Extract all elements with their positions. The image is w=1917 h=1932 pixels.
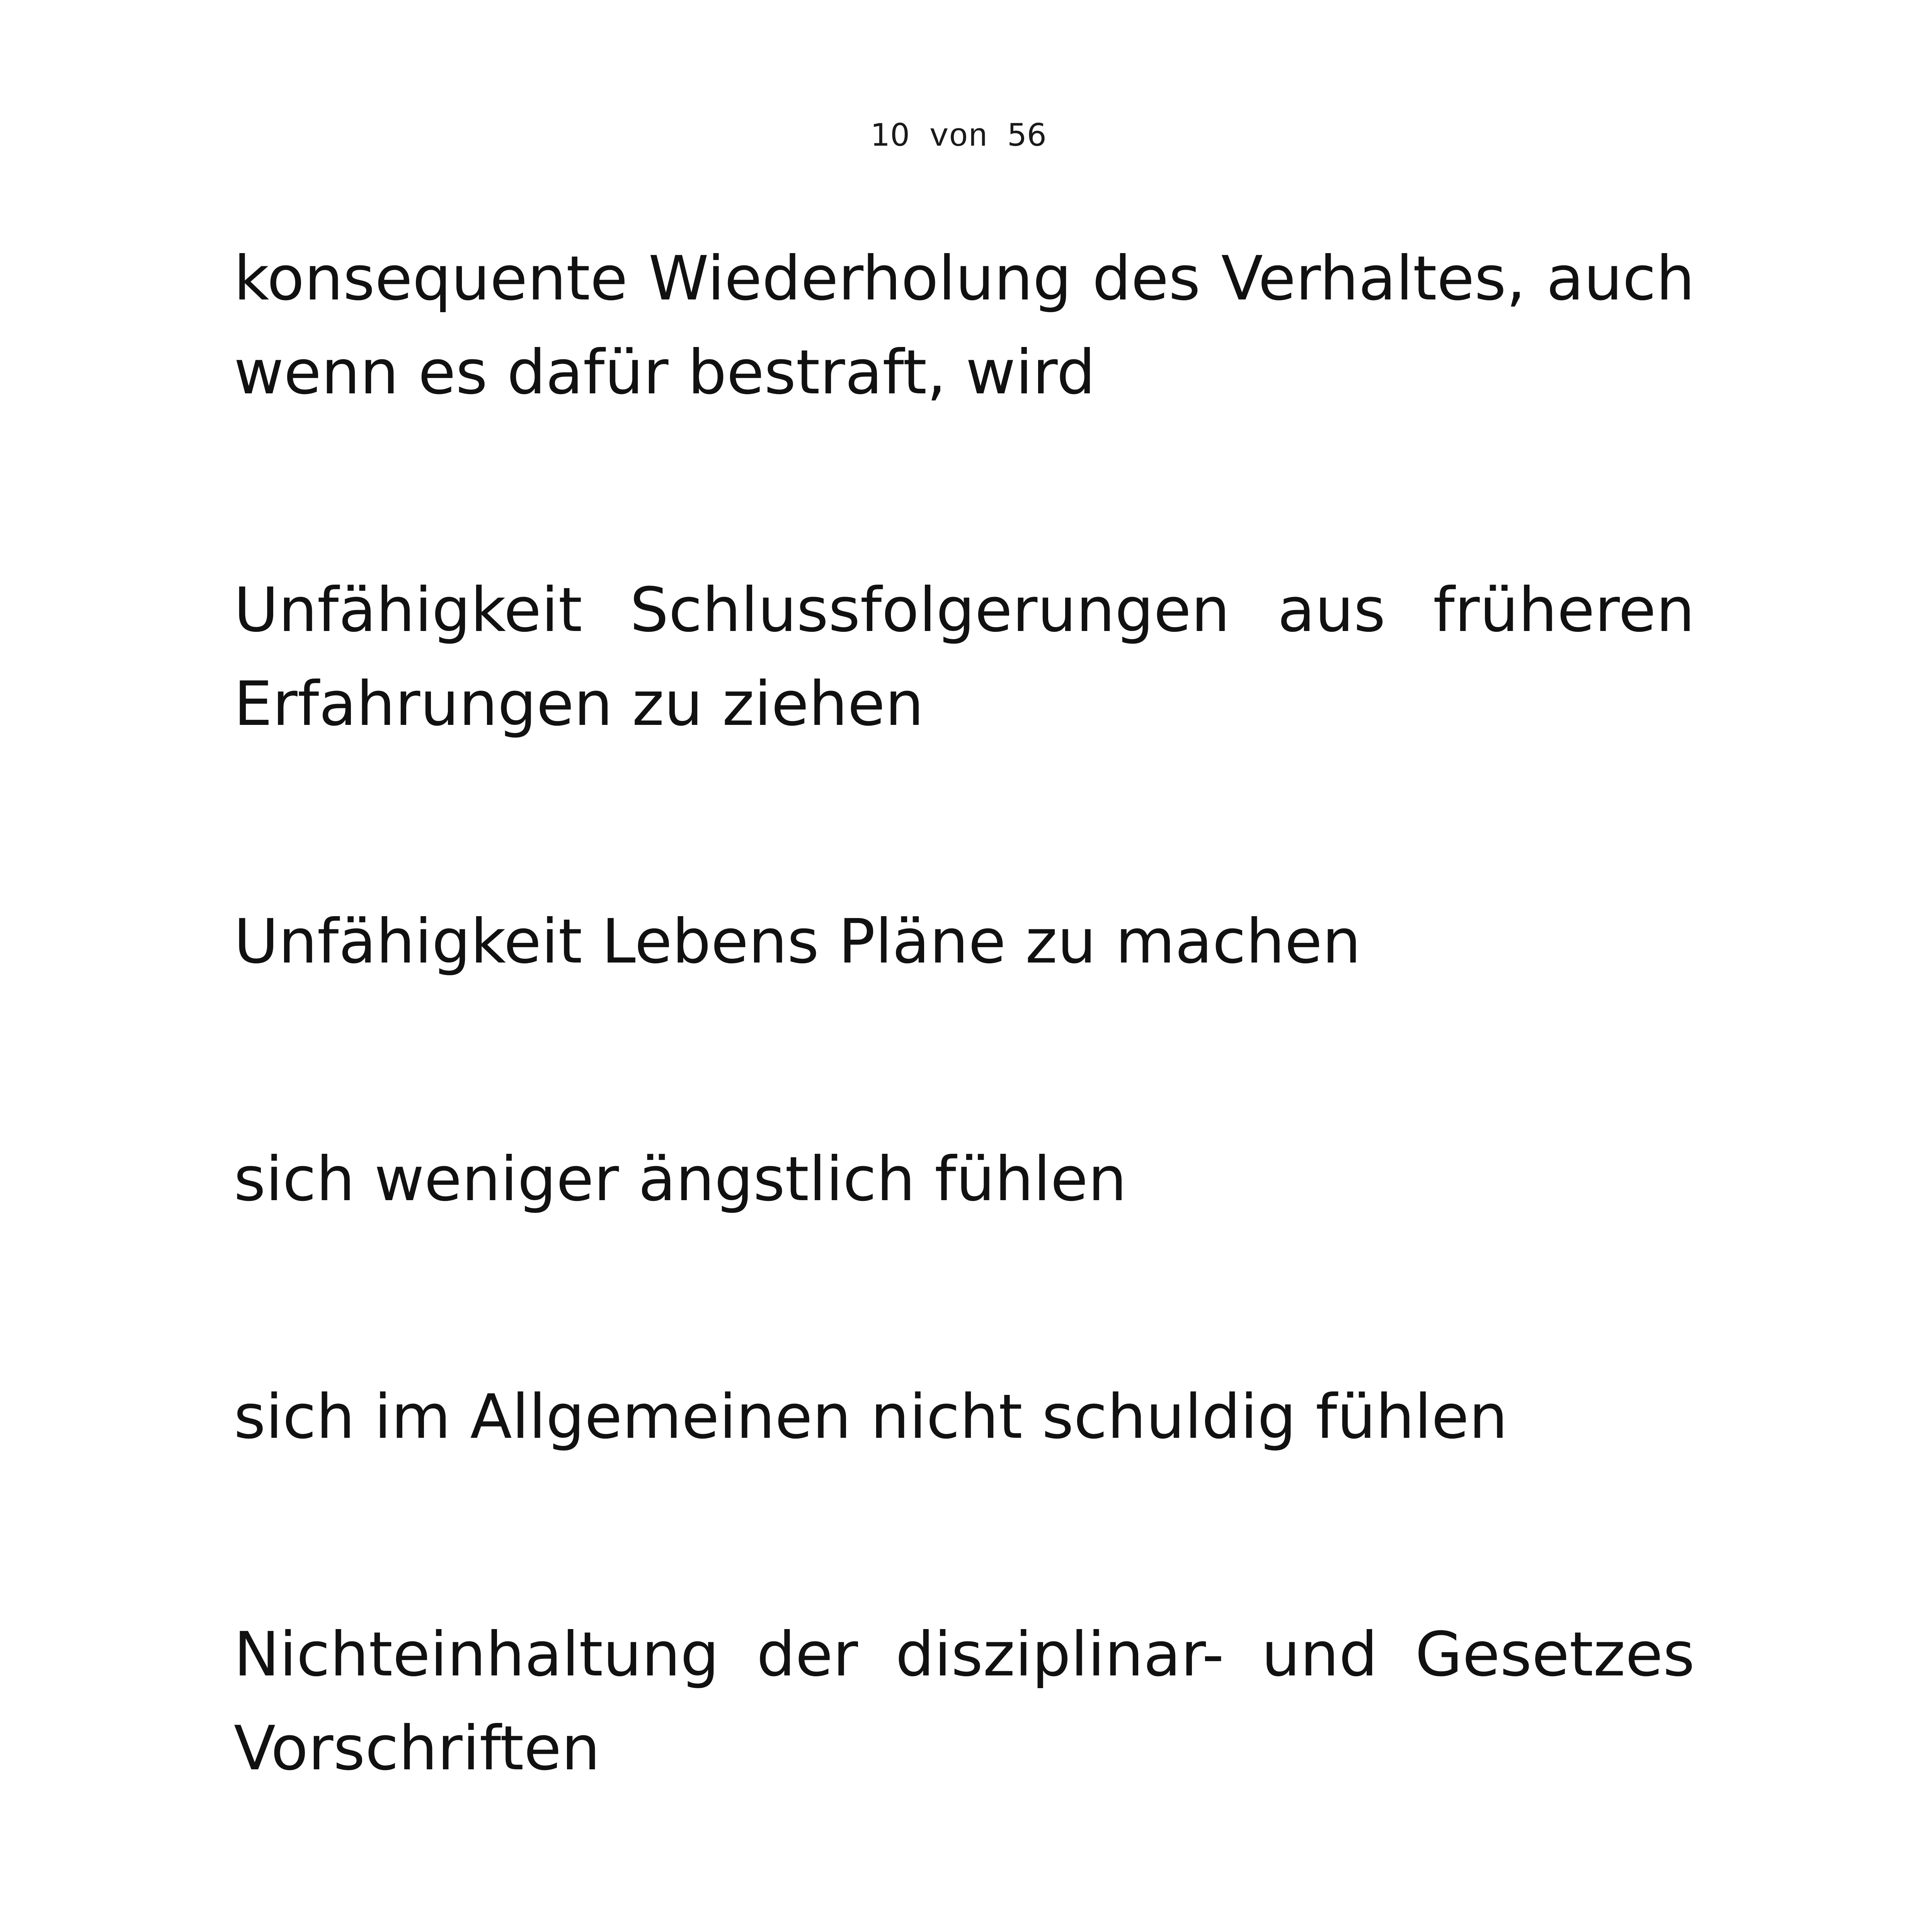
text-paragraph: sich im Allgemeinen nicht schuldig fühlen [234,1381,1508,1452]
body-text [234,232,1695,1932]
text-paragraph: sich weniger ängstlich fühlen [234,1144,1127,1215]
page-number [0,116,1917,157]
page-number-separator: von [909,119,1008,156]
text-paragraph: Unfähigkeit Schlussfolgerungen aus früheren Erfahrungen zu ziehen [234,575,1695,740]
text-paragraph: Unfähigkeit Lebens Pläne zu machen [234,906,1361,977]
text-paragraph: Nichteinhaltung der disziplinar- und Gesetzes Vorschriften [234,1619,1695,1784]
page-number-total: 56 [1007,117,1047,153]
text-paragraph: konsequente Wiederholung des Verhaltes, auch wenn es dafür bestraft, wird [234,243,1695,408]
page-number-current: 10 [870,117,910,153]
